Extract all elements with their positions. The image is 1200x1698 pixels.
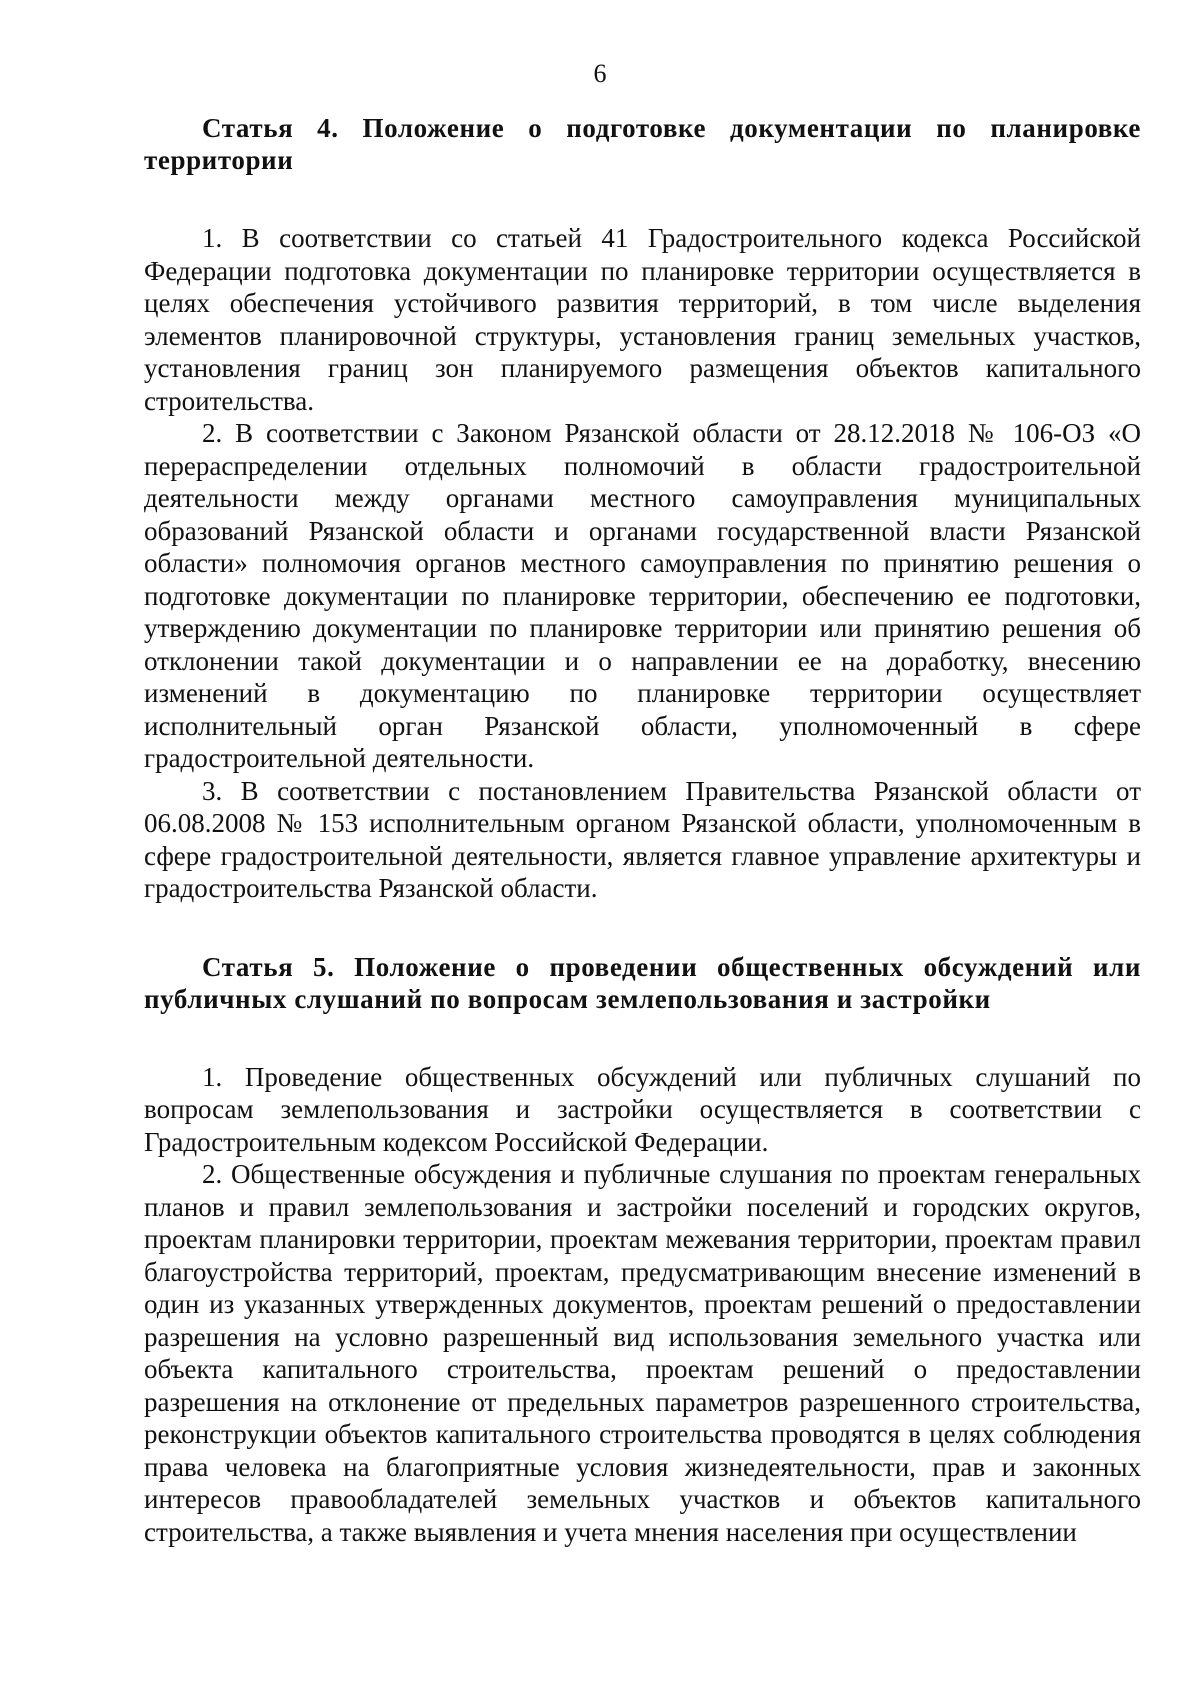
article-5-paragraph-1: 1. Проведение общественных обсуждений или публичных слушаний по вопросам землепользования и застройки осуществляется в соответствии с Градостроительным кодексом Российской Федерации. [144,1061,1141,1157]
article-4-paragraph-1: 1. В соответствии со статьей 41 Градостроительного кодекса Российской Федерации подготовка документации по планировке территории осуществляется в целях обеспечения устойчивого развития территорий, в том числе выделения элементов планировочной структуры, установления границ земельных участков, установления границ зон планируемого размещения объектов капитального строительства. [144,223,1141,416]
article-4-heading: Статья 4. Положение о подготовке документации по планировке территории [144,113,1141,175]
article-4-paragraph-3: 3. В соответствии с постановлением Правительства Рязанской области от 06.08.2008 № 153 исполнительным органом Рязанской области, уполномоченным в сфере градостроительной деятельности, является главное управление архитектуры и градостроительства Рязанской области. [144,775,1141,903]
article-4-paragraph-2: 2. В соответствии с Законом Рязанской области от 28.12.2018 № 106-ОЗ «О перераспределении отдельных полномочий в области градостроительной деятельности между органами местного самоуправления муниципальных образований Рязанской области и органами государственной власти Рязанской области» полномочия органов местного самоуправления по принятию решения о подготовке документации по планировке территории, обеспечению ее подготовки, утверждению документации по планировке территории или принятию решения об отклонении такой документации и о направлении ее на доработку, внесению изменений в документацию по планировке территории осуществляет исполнительный орган Рязанской области, уполномоченный в сфере градостроительной деятельности. [144,418,1141,773]
document-body [144,112,1141,1548]
article-5-paragraph-2: 2. Общественные обсуждения и публичные слушания по проектам генеральных планов и правил землепользования и застройки поселений и городских округов, проектам планировки территории, проектам межевания территории, проектам правил благоустройства территорий, проектам, предусматривающим внесение изменений в один из указанных утвержденных документов, проектам решений о предоставлении разрешения на условно разрешенный вид использования земельного участка или объекта капитального строительства, проектам решений о предоставлении разрешения на отклонение от предельных параметров разрешенного строительства, реконструкции объектов капитального строительства проводятся в целях соблюдения права человека на благоприятные условия жизнедеятельности, прав и законных интересов правообладателей земельных участков и объектов капитального строительства, а также выявления и учета мнения населения при осуществлении [144,1159,1141,1547]
article-5-heading: Статья 5. Положение о проведении общественных обсуждений или публичных слушаний по вопросам землепользования и застройки [144,951,1141,1014]
page-number: 6 [593,59,607,88]
